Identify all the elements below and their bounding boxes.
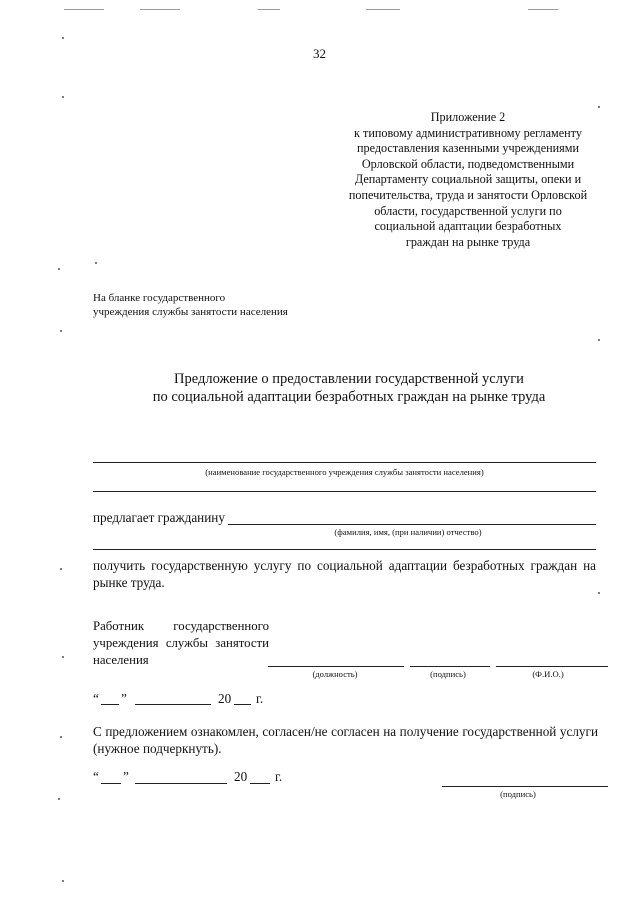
signature-caption: (подпись) [430, 669, 466, 679]
institution-name-field-line2[interactable] [93, 491, 596, 492]
scan-speck [58, 268, 60, 270]
date-close-quote: ” [123, 769, 129, 784]
scan-speck [95, 262, 97, 264]
date-year-prefix: 20 [234, 769, 248, 784]
citizen-name-field-line2[interactable] [93, 549, 596, 550]
consent-text: С предложением ознакомлен, согласен/не согласен на получение государственной услуги (нужное подчеркнуть). [93, 724, 598, 756]
scan-speck [60, 330, 62, 332]
date-year-field[interactable] [250, 783, 270, 784]
citizen-name-field[interactable] [228, 524, 596, 525]
applicant-signature-caption: (подпись) [500, 789, 536, 799]
page-number: 32 [313, 46, 326, 61]
fio-caption: (Ф.И.О.) [532, 669, 564, 679]
appendix-heading: Приложение 2 [430, 110, 506, 124]
worker-label: Работник государственного учреждения службы занятости населения [93, 619, 269, 667]
title-line: по социальной адаптации безработных граждан на рынке труда [152, 389, 546, 405]
scan-artifact [528, 9, 558, 10]
date-close-quote: ” [121, 691, 127, 706]
document-title [0, 370, 639, 406]
appendix-line: к типовому административному регламенту [354, 125, 582, 140]
fio-field[interactable] [496, 666, 608, 667]
scan-artifact [366, 9, 400, 10]
appendix-line: граждан на рынке труда [405, 234, 531, 249]
appendix-line: предоставления казенными учреждениями [356, 141, 580, 156]
letterhead-note [93, 291, 288, 319]
date-day-field[interactable] [101, 783, 121, 784]
scan-artifact [64, 9, 104, 10]
date-year-suffix: г. [256, 691, 264, 706]
date-open-quote: “ [93, 769, 99, 784]
title-line: Предложение о предоставлении государственной услуги [174, 371, 524, 387]
signature-field[interactable] [410, 666, 490, 667]
appendix-line: социальной адаптации безработных [374, 219, 562, 234]
appendix-line: области, государственной услуги по [374, 203, 562, 218]
date-open-quote: “ [93, 691, 99, 706]
institution-name-caption: (наименование государственного учреждения службы занятости населения) [205, 467, 484, 477]
scan-speck [598, 339, 600, 341]
date-year-prefix: 20 [218, 691, 232, 706]
offer-text: получить государственную услугу по социальной адаптации безработных граждан на рынке труда. [93, 558, 596, 590]
scan-speck [62, 656, 64, 658]
scan-speck [62, 96, 64, 98]
citizen-name-caption: (фамилия, имя, (при наличии) отчество) [334, 527, 482, 537]
scan-speck [62, 880, 64, 882]
offers-label: предлагает гражданину [93, 510, 225, 525]
appendix-line: попечительства, труда и занятости Орловской [348, 187, 588, 202]
date-year-suffix: г. [275, 769, 283, 784]
appendix-note [318, 110, 618, 250]
letterhead-line: На бланке государственного [93, 292, 226, 304]
position-caption: (должность) [312, 669, 358, 679]
scan-speck [60, 736, 62, 738]
scan-speck [598, 106, 600, 108]
scan-speck [62, 37, 64, 39]
date-year-field[interactable] [234, 704, 251, 705]
scan-speck [60, 568, 62, 570]
applicant-signature-field[interactable] [442, 786, 608, 787]
scan-artifact [140, 9, 180, 10]
date-month-field[interactable] [135, 704, 211, 705]
appendix-line: Орловской области, подведомственными [361, 156, 575, 171]
scan-speck [598, 592, 600, 594]
appendix-line: Департаменту социальной защиты, опеки и [354, 172, 582, 187]
date-month-field[interactable] [135, 783, 227, 784]
institution-name-field[interactable] [93, 462, 596, 463]
scan-artifact [258, 9, 280, 10]
date-day-field[interactable] [101, 704, 119, 705]
position-field[interactable] [268, 666, 404, 667]
scan-speck [58, 798, 60, 800]
letterhead-line: учреждения службы занятости населения [93, 306, 288, 318]
